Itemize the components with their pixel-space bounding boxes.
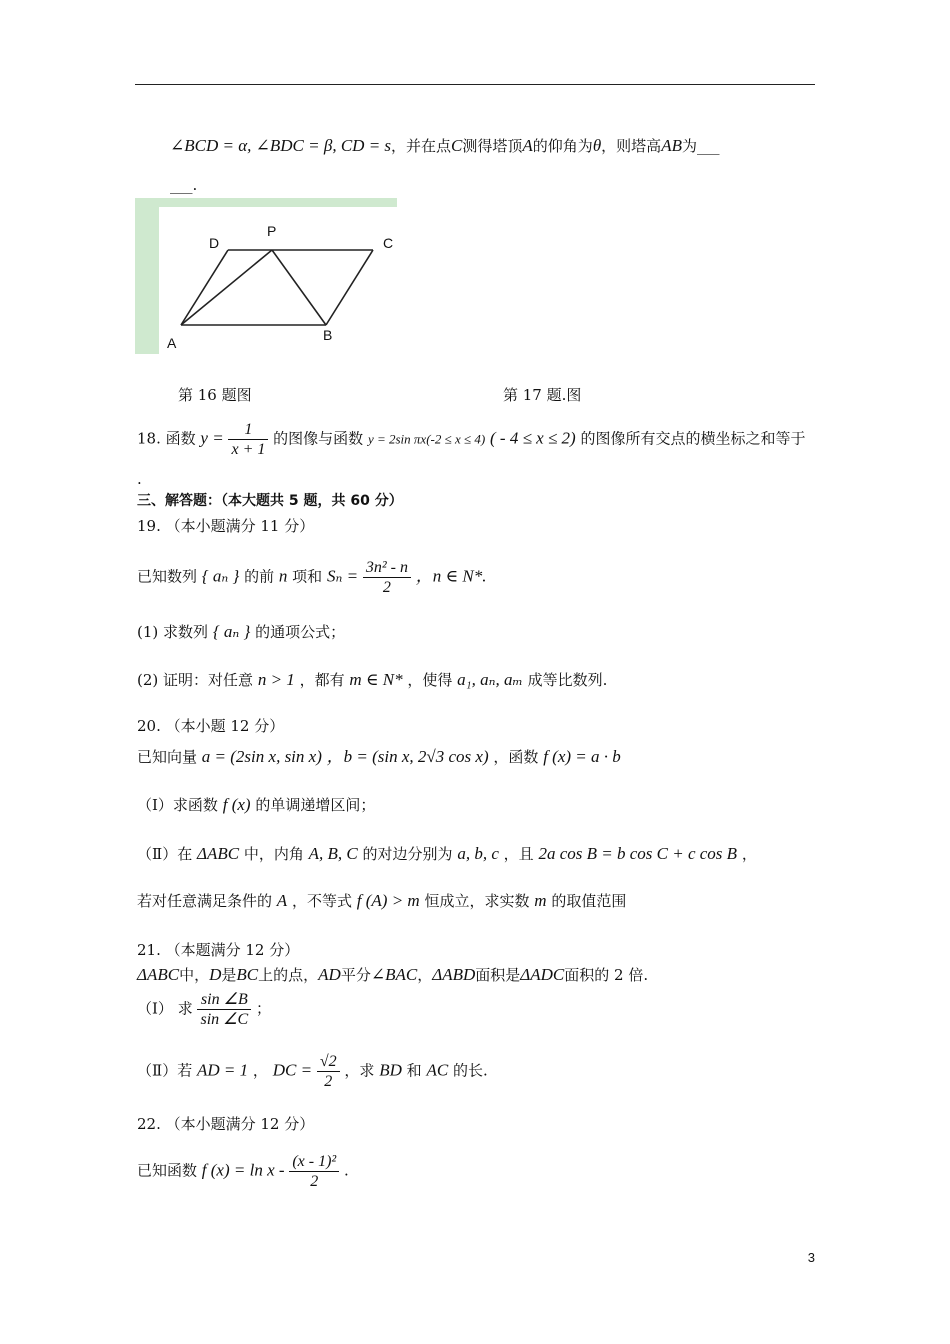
q21-heading: 21. （本题满分 12 分） xyxy=(137,941,300,959)
label-D: D xyxy=(209,235,220,251)
q21-dc-fraction: $\frac{√2}{2}$ xyxy=(317,1052,340,1091)
header-rule xyxy=(135,84,815,85)
q19-heading: 19. （本小题满分 11 分） xyxy=(137,517,315,535)
q21-part1: （Ⅰ） 求 $\frac{\sin \angle B}{\sin \angle C}$ ； xyxy=(137,991,271,1029)
q19-part1: (1) 求数列 { aₙ } 的通项公式； xyxy=(137,622,346,641)
label-A: A xyxy=(167,335,177,351)
figure-bg xyxy=(135,198,397,354)
q19-fraction: $\frac{\text{3n² - n}}{2}$ xyxy=(363,558,411,597)
figure-panel-top xyxy=(135,198,397,207)
label-C: C xyxy=(383,235,394,251)
figure-16-parallelogram xyxy=(135,198,397,354)
q21-statement: ΔABC中，D是BC上的点，AD平分∠BAC，ΔABD面积是ΔADC面积的 2 倍. xyxy=(137,965,649,984)
q18-dot: . xyxy=(137,470,142,488)
q21-part2: （Ⅱ）若 AD = 1 ， DC = $\frac{√2}{2}$ ，求 BD 和 AC 的长. xyxy=(137,1053,488,1091)
caption-fig17: 第 17 题.图 xyxy=(503,386,582,404)
q19-statement: 已知数列 { aₙ } 的前 n 项和 Sₙ = $\frac{\text{3n² - n}}{2}$ ，n ∈ N*. xyxy=(137,559,487,597)
section-3-heading: 三、解答题：（本大题共 5 题，共 60 分） xyxy=(137,493,403,509)
q20-statement: 已知向量 a = (2sin x, sin x) ，b = (sin x, 2√3 cos x) ，函数 f (x) = a · b xyxy=(137,747,621,766)
q17-expr: ∠BCD = α, ∠BDC = β, CD = s xyxy=(170,136,392,155)
q22-fraction: $\frac{\text{(x - 1)²}}{2}$ xyxy=(289,1152,339,1191)
page-number: 3 xyxy=(807,1250,815,1265)
q20-heading: 20. （本小题 12 分） xyxy=(137,717,285,735)
q17-blank: ___. xyxy=(170,176,198,194)
q21-sin-ratio: $\frac{\sin \angle B}{\sin \angle C}$ xyxy=(197,990,251,1029)
q20-part2-cont: 若对任意满足条件的 A ，不等式 f (A) > m 恒成立，求实数 m 的取值范围 xyxy=(137,891,627,910)
caption-fig16: 第 16 题图 xyxy=(178,386,252,404)
label-B: B xyxy=(323,327,333,343)
q20-part2: （Ⅱ）在 ΔABC 中，内角 A, B, C 的对边分别为 a, b, c ，且 2a cos B = b cos C + c cos B ， xyxy=(137,844,757,863)
q18-fraction: $\frac{1}{x + 1}$ xyxy=(228,420,268,459)
label-P: P xyxy=(267,223,277,239)
q20-part1: （Ⅰ）求函数 f (x) 的单调递增区间； xyxy=(137,795,376,814)
q19-part2: (2) 证明：对任意 n > 1 ，都有 m ∈ N* ，使得 a₁, aₙ, aₘ 成等比数列. xyxy=(137,670,608,689)
q17-tail-line: ∠BCD = α, ∠BDC = β, CD = s，并在点C测得塔顶A的仰角为θ，则塔高AB为___ xyxy=(170,136,720,155)
q18-line: 18. 函数 y = $\frac{1}{x + 1}$ 的图像与函数 y = 2sin πx(-2 ≤ x ≤ 4) ( - 4 ≤ x ≤ 2) 的图像所有交点的横坐标之和等于 xyxy=(137,421,806,459)
figure-panel-left xyxy=(135,198,159,354)
q22-statement: 已知函数 f (x) = ln x - $\frac{\text{(x - 1)²}}{2}$ . xyxy=(137,1153,349,1191)
q22-heading: 22. （本小题满分 12 分） xyxy=(137,1115,315,1133)
